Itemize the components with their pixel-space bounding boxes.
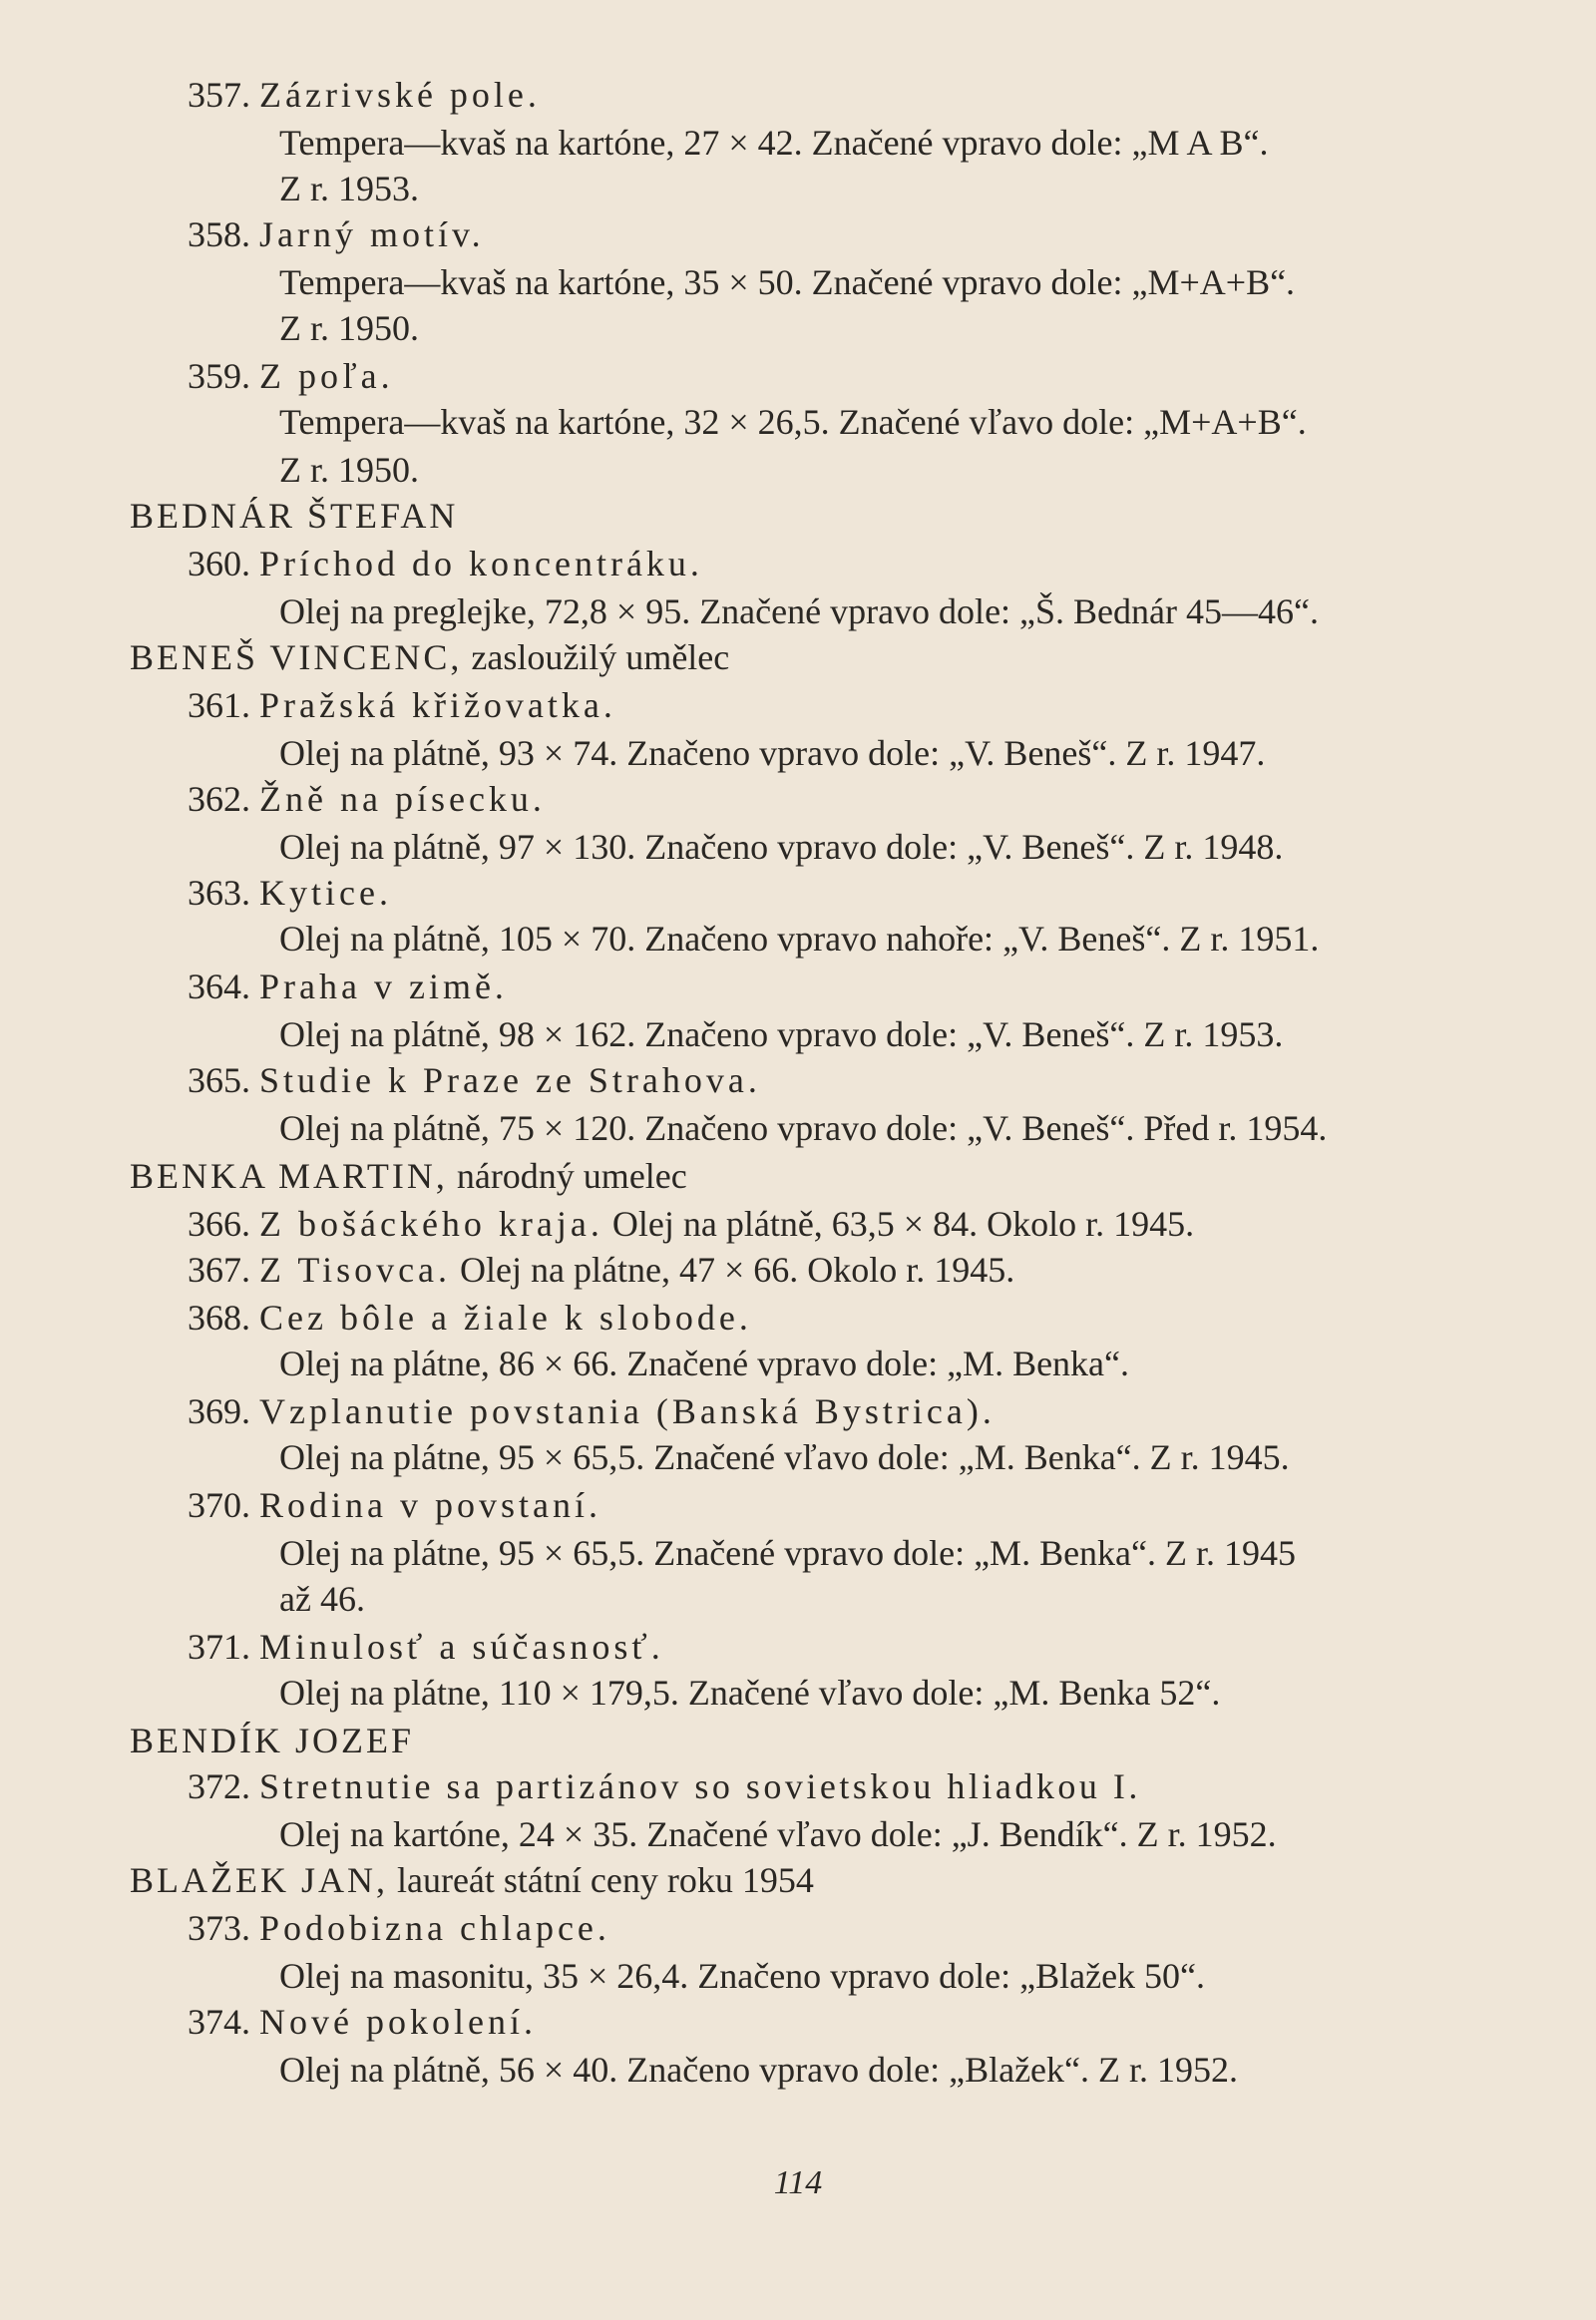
- artwork-title: Studie k Praze ze Strahova.: [259, 1060, 761, 1100]
- entry-357-detail: Tempera—kvaš na kartóne, 27 × 42. Značené vpravo dole: „M A B“.: [279, 123, 1269, 163]
- artwork-detail: Olej na plátne, 47 × 66. Okolo r. 1945.: [460, 1250, 1015, 1290]
- artist-title: laureát státní ceny roku 1954: [396, 1860, 814, 1900]
- artwork-title: Príchod do koncentráku.: [259, 544, 703, 583]
- entry-370-date: až 46.: [279, 1579, 365, 1619]
- entry-number: 370.: [188, 1485, 250, 1525]
- artwork-title: Minulosť a súčasnosť.: [259, 1627, 664, 1667]
- entry-357-title-line: [188, 72, 541, 118]
- entry-number: 360.: [188, 544, 250, 583]
- entry-number: 364.: [188, 967, 250, 1006]
- artwork-title: Z bošáckého kraja.: [259, 1204, 603, 1244]
- artwork-title: Pražská křižovatka.: [259, 685, 616, 725]
- artist-title: zasloužilý umělec: [471, 637, 730, 677]
- entry-368-title-line: [188, 1295, 752, 1341]
- entry-359-detail: Tempera—kvaš na kartóne, 32 × 26,5. Značené vľavo dole: „M+A+B“.: [279, 402, 1307, 442]
- artist-name: BENDÍK JOZEF: [130, 1721, 414, 1760]
- entry-370-title-line: [188, 1482, 601, 1528]
- entry-number: 369.: [188, 1391, 250, 1431]
- entry-368-detail: Olej na plátne, 86 × 66. Značené vpravo dole: „M. Benka“.: [279, 1344, 1130, 1383]
- artist-title: národný umelec: [456, 1156, 687, 1196]
- entry-371-title-line: [188, 1624, 664, 1670]
- entry-number: 357.: [188, 75, 250, 115]
- entry-372-detail: Olej na kartóne, 24 × 35. Značené vľavo dole: „J. Bendík“. Z r. 1952.: [279, 1814, 1277, 1854]
- entry-number: 371.: [188, 1627, 250, 1667]
- artist-heading-bendik: [130, 1718, 414, 1763]
- entry-373-detail: Olej na masonitu, 35 × 26,4. Značeno vpravo dole: „Blažek 50“.: [279, 1956, 1206, 1996]
- entry-358-date: Z r. 1950.: [279, 308, 419, 348]
- entry-363-title-line: [188, 870, 392, 916]
- entry-357-date: Z r. 1953.: [279, 169, 419, 208]
- entry-359-title-line: [188, 353, 394, 399]
- entry-number: 361.: [188, 685, 250, 725]
- entry-362-detail: Olej na plátně, 97 × 130. Značeno vpravo dole: „V. Beneš“. Z r. 1948.: [279, 827, 1284, 867]
- artwork-title: Jarný motív.: [259, 214, 485, 254]
- entry-360-detail: Olej na preglejke, 72,8 × 95. Značené vpravo dole: „Š. Bednár 45—46“.: [279, 591, 1319, 631]
- artwork-title: Kytice.: [259, 873, 392, 913]
- entry-number: 372.: [188, 1766, 250, 1806]
- artwork-detail: Olej na plátně, 63,5 × 84. Okolo r. 1945.: [611, 1204, 1195, 1244]
- entry-365-detail: Olej na plátně, 75 × 120. Značeno vpravo dole: „V. Beneš“. Před r. 1954.: [279, 1108, 1328, 1148]
- entry-358-title-line: [188, 211, 485, 257]
- entry-366-line: [188, 1201, 1194, 1247]
- entry-369-title-line: [188, 1388, 996, 1434]
- entry-number: 366.: [188, 1204, 250, 1244]
- entry-number: 373.: [188, 1908, 250, 1948]
- entry-364-title-line: [188, 964, 508, 1009]
- entry-363-detail: Olej na plátně, 105 × 70. Značeno vpravo nahoře: „V. Beneš“. Z r. 1951.: [279, 919, 1320, 959]
- page-number: 114: [773, 2164, 823, 2201]
- entry-number: 368.: [188, 1298, 250, 1338]
- artist-heading-benka: [130, 1153, 687, 1199]
- artwork-title: Cez bôle a žiale k slobode.: [259, 1298, 752, 1338]
- artwork-title: Podobizna chlapce.: [259, 1908, 610, 1948]
- artwork-title: Vzplanutie povstania (Banská Bystrica).: [259, 1391, 996, 1431]
- entry-number: 374.: [188, 2002, 250, 2042]
- artwork-title: Zázrivské pole.: [259, 75, 541, 115]
- artist-heading-benes: [130, 634, 729, 680]
- entry-359-date: Z r. 1950.: [279, 450, 419, 490]
- artist-name: BENEŠ VINCENC,: [130, 637, 463, 677]
- entry-number: 367.: [188, 1250, 250, 1290]
- entry-364-detail: Olej na plátně, 98 × 162. Značeno vpravo dole: „V. Beneš“. Z r. 1953.: [279, 1014, 1284, 1054]
- artwork-title: Žně na písecku.: [259, 779, 546, 819]
- entry-373-title-line: [188, 1905, 610, 1951]
- entry-number: 359.: [188, 356, 250, 396]
- artist-heading-bednar: [130, 493, 458, 539]
- entry-369-detail: Olej na plátne, 95 × 65,5. Značené vľavo dole: „M. Benka“. Z r. 1945.: [279, 1437, 1290, 1477]
- artwork-title: Praha v zimě.: [259, 967, 508, 1006]
- entry-number: 358.: [188, 214, 250, 254]
- entry-372-title-line: [188, 1763, 1141, 1809]
- artist-name: BEDNÁR ŠTEFAN: [130, 496, 459, 536]
- artist-name: BENKA MARTIN,: [130, 1156, 448, 1196]
- entry-number: 362.: [188, 779, 250, 819]
- entry-number: 365.: [188, 1060, 250, 1100]
- entry-361-title-line: [188, 682, 616, 728]
- entry-361-detail: Olej na plátně, 93 × 74. Značeno vpravo dole: „V. Beneš“. Z r. 1947.: [279, 733, 1266, 773]
- artwork-title: Z Tisovca.: [259, 1250, 452, 1290]
- artist-name: BLAŽEK JAN,: [130, 1860, 388, 1900]
- artwork-title: Nové pokolení.: [259, 2002, 537, 2042]
- entry-367-line: [188, 1247, 1014, 1293]
- entry-374-detail: Olej na plátně, 56 × 40. Značeno vpravo dole: „Blažek“. Z r. 1952.: [279, 2050, 1238, 2090]
- entry-365-title-line: [188, 1057, 761, 1103]
- entry-371-detail: Olej na plátne, 110 × 179,5. Značené vľavo dole: „M. Benka 52“.: [279, 1673, 1221, 1713]
- artwork-title: Rodina v povstaní.: [259, 1485, 601, 1525]
- entry-374-title-line: [188, 1999, 537, 2045]
- artwork-title: Stretnutie sa partizánov so sovietskou hliadkou I.: [259, 1766, 1141, 1806]
- entry-370-detail: Olej na plátne, 95 × 65,5. Značené vpravo dole: „M. Benka“. Z r. 1945: [279, 1533, 1297, 1573]
- entry-number: 363.: [188, 873, 250, 913]
- entry-358-detail: Tempera—kvaš na kartóne, 35 × 50. Značené vpravo dole: „M+A+B“.: [279, 262, 1296, 302]
- entry-362-title-line: [188, 776, 546, 822]
- artwork-title: Z poľa.: [259, 356, 394, 396]
- artist-heading-blazek: [130, 1857, 814, 1903]
- entry-360-title-line: [188, 541, 703, 586]
